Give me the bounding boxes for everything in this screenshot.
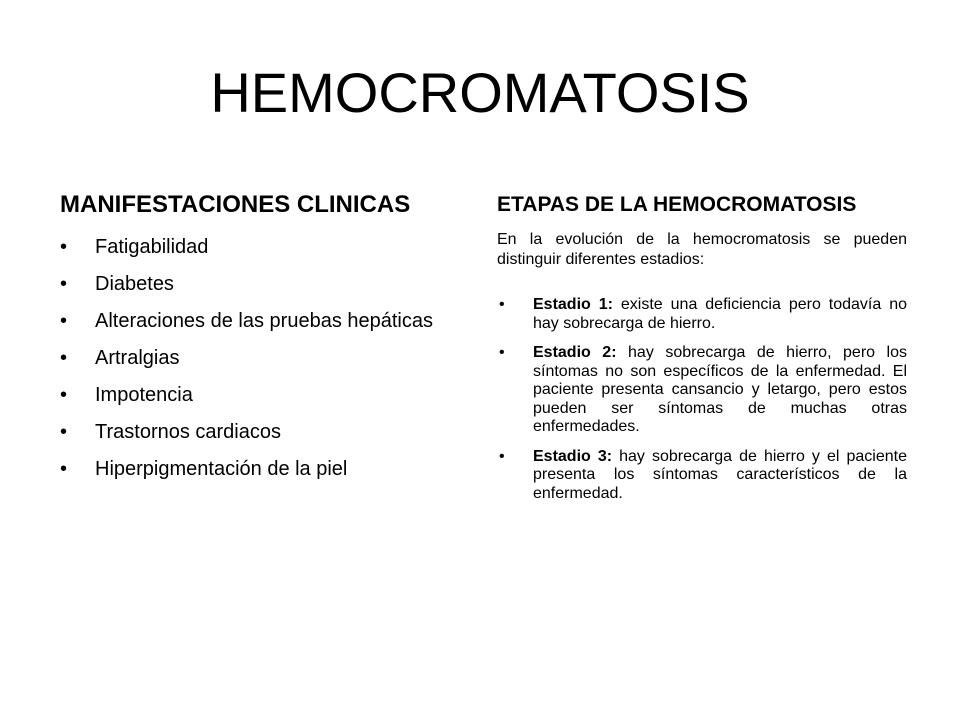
stage-label: Estadio 3: <box>533 447 613 465</box>
list-item <box>60 234 460 260</box>
list-item <box>60 271 460 297</box>
stage-item <box>497 344 907 437</box>
stage-label: Estadio 1: <box>533 296 613 313</box>
list-item <box>60 419 460 445</box>
bullet-icon: • <box>60 273 68 295</box>
list-item <box>60 308 460 334</box>
stages-column <box>497 188 907 514</box>
manifestations-column <box>60 188 460 493</box>
list-item <box>60 345 460 371</box>
stages-list <box>497 296 907 503</box>
bullet-icon: • <box>60 421 68 443</box>
bullet-icon: • <box>499 447 505 465</box>
list-item-text: Diabetes <box>95 273 174 295</box>
bullet-icon: • <box>499 296 505 313</box>
stage-item <box>497 448 907 504</box>
bullet-icon: • <box>60 347 68 369</box>
stages-intro: En la evolución de la hemocromatosis se pueden distinguir diferentes estadios: <box>497 231 907 268</box>
list-item-text: Artralgias <box>95 347 180 369</box>
stage-text: hay sobrecarga de hierro, pero los síntomas no son específicos de la enfermedad. El paciente presenta cansancio y letargo, pero estos pueden ser síntomas de muchas otras enfermedades. <box>533 344 908 435</box>
bullet-icon: • <box>60 310 68 332</box>
list-item-text: Trastornos cardiacos <box>95 421 281 443</box>
manifestations-heading: MANIFESTACIONES CLINICAS <box>60 191 411 218</box>
stages-heading: ETAPAS DE LA HEMOCROMATOSIS <box>497 193 857 216</box>
slide-title: HEMOCROMATOSIS <box>210 61 750 124</box>
manifestations-list <box>60 234 460 482</box>
bullet-icon: • <box>499 344 505 361</box>
list-item-text: Hiperpigmentación de la piel <box>95 458 348 480</box>
stage-text: hay sobrecarga de hierro y el paciente presenta los síntomas característicos de la enfermedad. <box>533 447 907 502</box>
bullet-icon: • <box>60 236 68 258</box>
bullet-icon: • <box>60 458 68 480</box>
list-item-text: Impotencia <box>95 384 193 406</box>
bullet-icon: • <box>60 384 68 406</box>
stage-label: Estadio 2: <box>533 344 617 361</box>
list-item-text: Alteraciones de las pruebas hepáticas <box>95 310 433 332</box>
stage-text: existe una deficiencia pero todavía no hay sobrecarga de hierro. <box>533 296 907 332</box>
list-item <box>60 456 460 482</box>
stage-item <box>497 296 907 333</box>
list-item <box>60 382 460 408</box>
list-item-text: Fatigabilidad <box>95 236 209 258</box>
